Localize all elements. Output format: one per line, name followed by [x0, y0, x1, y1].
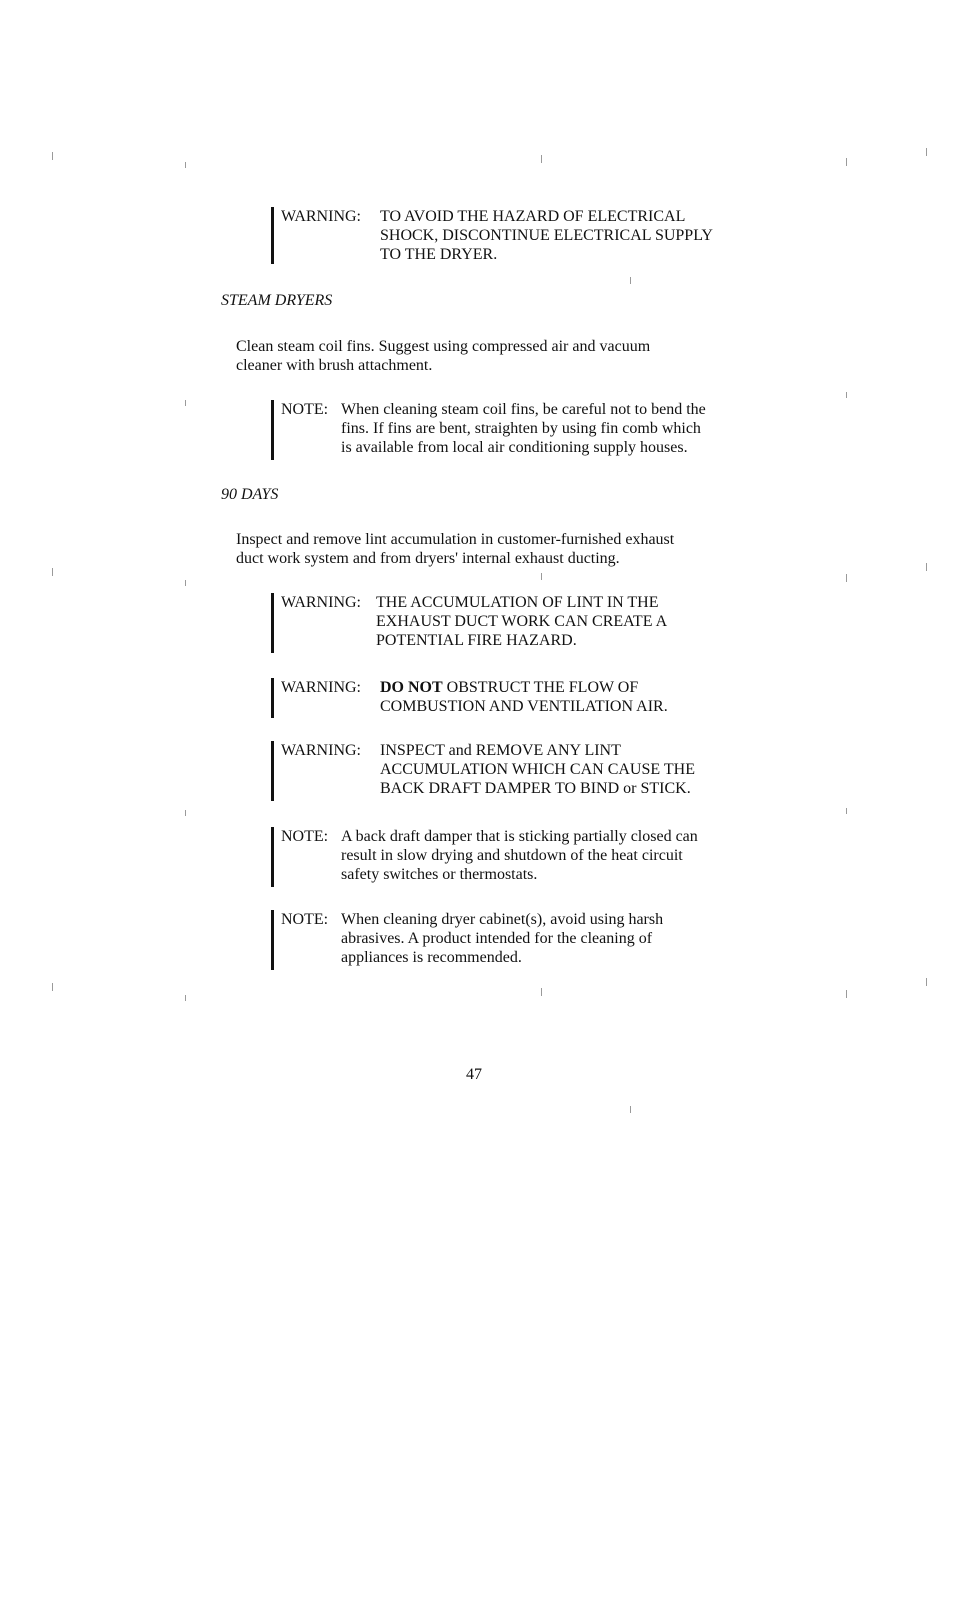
warning-label: WARNING: — [281, 208, 361, 225]
note-line: A back draft damper that is sticking partially closed can — [341, 828, 698, 845]
scan-mark — [52, 152, 53, 160]
note-line: appliances is recommended. — [341, 949, 522, 966]
warning-lint-callout — [271, 593, 751, 653]
scan-mark — [846, 158, 847, 166]
note-fins-callout — [271, 400, 751, 460]
paragraph-line: Inspect and remove lint accumulation in customer-furnished exhaust — [236, 531, 675, 548]
note-line: abrasives. A product intended for the cleaning of — [341, 930, 653, 947]
warning-text — [380, 741, 695, 798]
scan-mark — [926, 148, 927, 156]
note-label: NOTE: — [281, 828, 329, 845]
scan-mark — [185, 580, 186, 586]
paragraph-line: Clean steam coil fins. Suggest using compressed air and vacuum — [236, 338, 651, 355]
warning-line: BACK DRAFT DAMPER TO BIND or STICK. — [380, 780, 691, 797]
warning-line: ACCUMULATION WHICH CAN CAUSE THE — [380, 761, 695, 778]
warning-line — [380, 678, 668, 697]
scan-mark — [846, 990, 847, 998]
note-text — [341, 827, 698, 884]
scan-mark — [926, 978, 927, 986]
warning-label: WARNING: — [281, 679, 361, 696]
scan-mark — [630, 1106, 631, 1113]
scan-mark — [52, 983, 53, 991]
scan-mark — [846, 392, 847, 398]
note-line: When cleaning steam coil fins, be careful not to bend the — [341, 401, 706, 418]
warning-line: TO THE DRYER. — [380, 246, 498, 263]
note-text — [341, 910, 663, 967]
warning-inspect-callout — [271, 741, 751, 801]
note-cabinet-callout — [271, 910, 751, 970]
scan-mark — [185, 162, 186, 168]
warning-text — [380, 678, 668, 716]
scan-mark — [52, 568, 53, 576]
scan-mark — [541, 988, 542, 996]
warning-line-rest: OBSTRUCT THE FLOW OF — [442, 679, 639, 696]
scan-mark — [541, 155, 542, 163]
warning-line: INSPECT and REMOVE ANY LINT — [380, 742, 621, 759]
warning-line: EXHAUST DUCT WORK CAN CREATE A — [376, 613, 668, 630]
paragraph-line: duct work system and from dryers' internal exhaust ducting. — [236, 550, 620, 567]
scan-mark — [846, 574, 847, 582]
warning-line: COMBUSTION AND VENTILATION AIR. — [380, 698, 668, 715]
note-label: NOTE: — [281, 401, 329, 418]
warning-line: POTENTIAL FIRE HAZARD. — [376, 632, 577, 649]
section-heading-steam-dryers: STEAM DRYERS — [221, 292, 333, 309]
warning-electrical-callout — [271, 207, 751, 264]
note-line: fins. If fins are bent, straighten by using fin comb which — [341, 420, 701, 437]
scan-mark — [630, 277, 631, 284]
note-line: When cleaning dryer cabinet(s), avoid using harsh — [341, 911, 664, 928]
section-heading-90-days: 90 DAYS — [221, 486, 279, 503]
scan-mark — [926, 563, 927, 571]
warning-line: TO AVOID THE HAZARD OF ELECTRICAL — [380, 208, 686, 225]
scan-mark — [846, 808, 847, 814]
note-line: is available from local air conditioning supply houses. — [341, 439, 688, 456]
scan-mark — [541, 573, 542, 580]
warning-line: THE ACCUMULATION OF LINT IN THE — [376, 594, 659, 611]
page-number: 47 — [466, 1066, 482, 1083]
scan-mark — [185, 400, 186, 406]
warning-text — [376, 593, 667, 650]
scan-mark — [185, 995, 186, 1001]
note-text — [341, 400, 706, 457]
warning-text — [380, 207, 713, 264]
scan-mark — [185, 810, 186, 816]
warning-line: SHOCK, DISCONTINUE ELECTRICAL SUPPLY — [380, 227, 713, 244]
warning-label: WARNING: — [281, 594, 361, 611]
note-line: safety switches or thermostats. — [341, 866, 538, 883]
emphasis-do-not: DO NOT — [380, 679, 443, 696]
warning-obstruct-callout — [271, 678, 751, 718]
paragraph-line: cleaner with brush attachment. — [236, 357, 433, 374]
warning-label: WARNING: — [281, 742, 361, 759]
note-damper-callout — [271, 827, 751, 887]
note-line: result in slow drying and shutdown of the heat circuit — [341, 847, 683, 864]
90-days-instructions — [236, 530, 674, 568]
note-label: NOTE: — [281, 911, 329, 928]
steam-instructions — [236, 337, 650, 375]
